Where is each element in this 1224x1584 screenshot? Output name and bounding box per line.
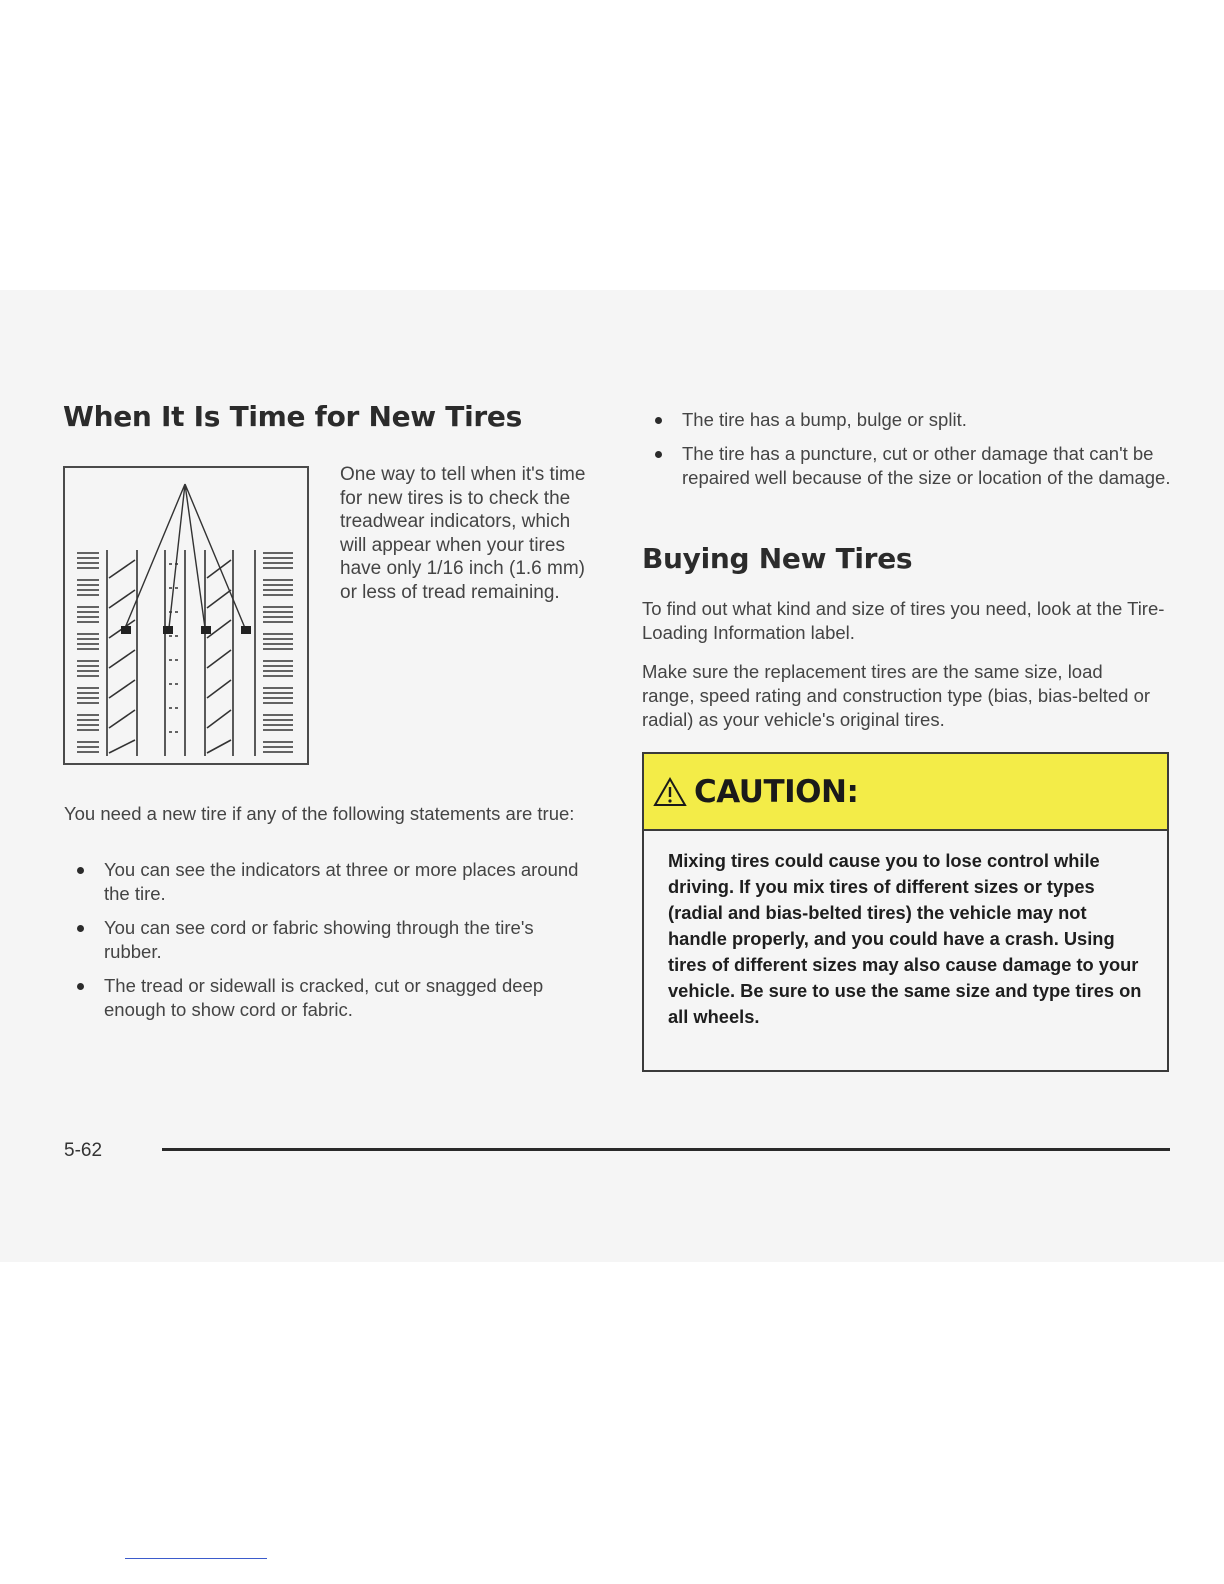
bullet-icon <box>655 417 662 424</box>
link-underline-divider <box>125 1558 267 1559</box>
section-heading-buying-new-tires: Buying New Tires <box>642 542 913 575</box>
caution-title: CAUTION: <box>694 773 859 810</box>
replacement-paragraph: Make sure the replacement tires are the same size, load range, speed rating and construction type (bias, bias-belted or radial) as your vehicle's original tires. <box>642 661 1151 730</box>
bullet-icon <box>77 867 84 874</box>
list-item: You can see cord or fabric showing through the tire's rubber. <box>64 916 594 964</box>
list-item: The tire has a puncture, cut or other damage that can't be repaired well because of the size or location of the damage. <box>642 442 1172 490</box>
page-number: 5-62 <box>64 1140 103 1161</box>
wear-indicator-bars <box>121 626 251 634</box>
list-item: The tread or sidewall is cracked, cut or snagged deep enough to show cord or fabric. <box>64 974 594 1022</box>
figure-caption: One way to tell when it's time for new tires is to check the treadwear indicators, which will appear when your tires have only 1/16 inch (1.6 mm) or less of tread remaining. <box>340 464 586 603</box>
caution-header <box>644 754 1167 831</box>
bullet-icon <box>77 925 84 932</box>
left-bullet-list <box>64 858 594 1032</box>
tire-tread-illustration <box>65 468 307 763</box>
tread-shoulder-left <box>77 553 99 752</box>
right-bullet-list <box>642 408 1172 500</box>
footer-rule <box>162 1148 1170 1151</box>
list-item: The tire has a bump, bulge or split. <box>642 408 1172 432</box>
caution-body: Mixing tires could cause you to lose control while driving. If you mix tires of different sizes or types (radial and bias-belted tires) the vehicle may not handle properly, and you could have a crash. Using tires of different sizes may also cause damage to your vehicle. Be sure to use the same size and type tires on all wheels. <box>668 850 1142 1027</box>
section-heading-new-tires: When It Is Time for New Tires <box>63 400 522 433</box>
bullet-icon <box>655 451 662 458</box>
intro-paragraph: You need a new tire if any of the following statements are true: <box>64 803 575 824</box>
warning-triangle-icon <box>652 776 688 808</box>
tire-size-paragraph: To find out what kind and size of tires you need, look at the Tire-Loading Information label. <box>642 598 1165 643</box>
treadwear-indicator-figure <box>63 466 309 765</box>
tread-shoulder-right <box>263 553 293 752</box>
caution-box <box>642 752 1169 1072</box>
bullet-icon <box>77 983 84 990</box>
tread-ribs-center <box>107 550 255 756</box>
list-item: You can see the indicators at three or more places around the tire. <box>64 858 594 906</box>
